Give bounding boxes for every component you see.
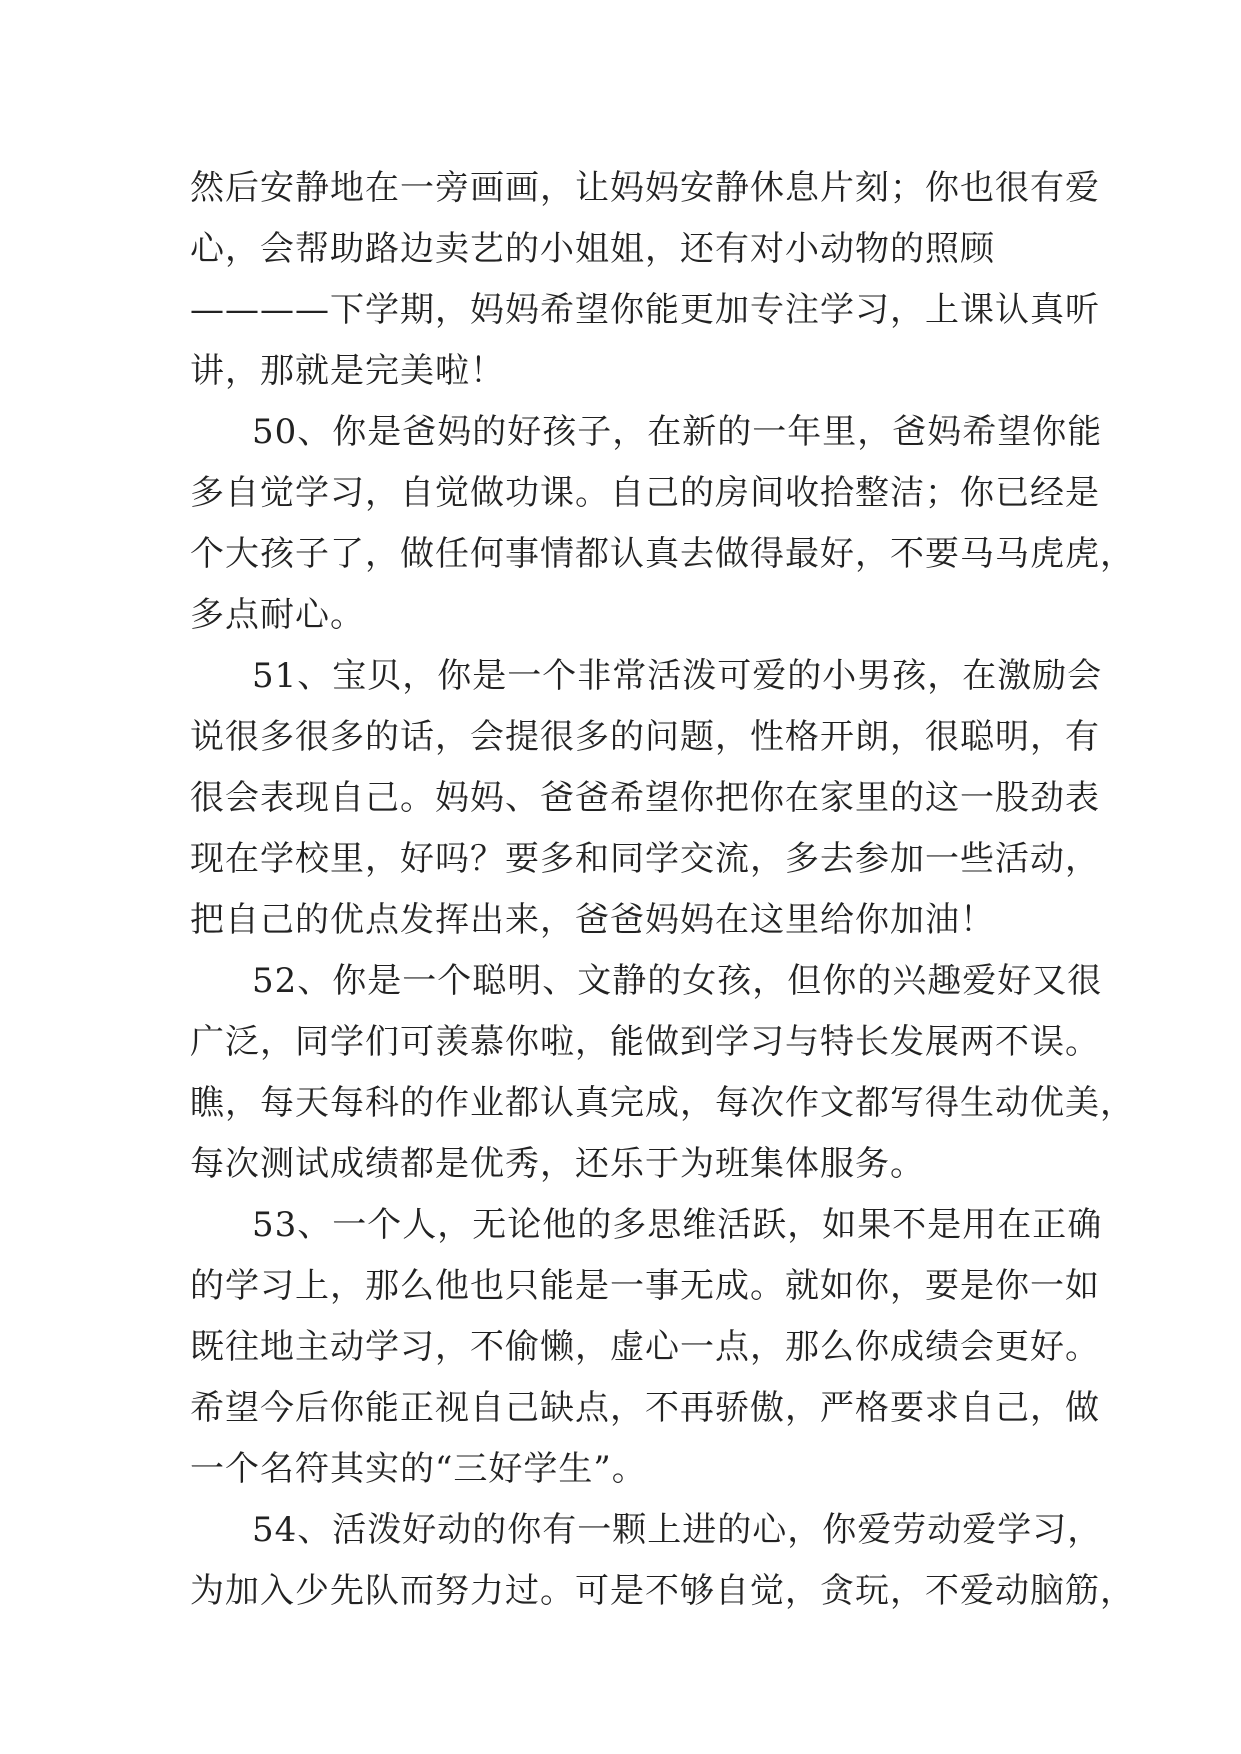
text-line: 既往地主动学习，不偷懒，虚心一点，那么你成绩会更好。 [190, 1327, 1100, 1367]
text-line: 50、你是爸妈的好孩子，在新的一年里，爸妈希望你能 [252, 412, 1103, 452]
text-line: 每次测试成绩都是优秀，还乐于为班集体服务。 [190, 1144, 925, 1184]
text-line: 为加入少先队而努力过。可是不够自觉，贪玩，不爱动脑筋， [190, 1571, 1135, 1611]
text-line: 52、你是一个聪明、文静的女孩，但你的兴趣爱好又很 [252, 961, 1103, 1001]
paragraph [190, 158, 1100, 402]
text-line: 希望今后你能正视自己缺点，不再骄傲，严格要求自己，做 [190, 1388, 1100, 1428]
text-line: 讲，那就是完美啦！ [190, 351, 505, 391]
text-line: 多点耐心。 [190, 595, 365, 635]
text-line: 多自觉学习，自觉做功课。自己的房间收拾整洁；你已经是 [190, 473, 1100, 513]
text-line: 心，会帮助路边卖艺的小姐姐，还有对小动物的照顾 [190, 229, 995, 269]
text-line: 的学习上，那么他也只能是一事无成。就如你，要是你一如 [190, 1266, 1100, 1306]
paragraph [190, 951, 1135, 1195]
text-line: 把自己的优点发挥出来，爸爸妈妈在这里给你加油！ [190, 900, 995, 940]
text-line: 个大孩子了，做任何事情都认真去做得最好，不要马马虎虎， [190, 534, 1135, 574]
paragraph [190, 402, 1135, 646]
text-line: 现在学校里，好吗？要多和同学交流，多去参加一些活动， [190, 839, 1100, 879]
paragraph [190, 1195, 1103, 1500]
document-body [190, 158, 1135, 1622]
text-line: 说很多很多的话，会提很多的问题，性格开朗，很聪明，有 [190, 717, 1100, 757]
text-line: 53、一个人，无论他的多思维活跃，如果不是用在正确 [252, 1205, 1103, 1245]
paragraph [190, 646, 1103, 951]
text-line: 54、活泼好动的你有一颗上进的心，你爱劳动爱学习， [252, 1510, 1103, 1550]
text-line: 瞧，每天每科的作业都认真完成，每次作文都写得生动优美， [190, 1083, 1135, 1123]
paragraph [190, 1500, 1135, 1622]
text-line: 一个名符其实的“三好学生”。 [190, 1449, 647, 1489]
text-line: 很会表现自己。妈妈、爸爸希望你把你在家里的这一股劲表 [190, 778, 1100, 818]
text-line: ————下学期，妈妈希望你能更加专注学习，上课认真听 [190, 290, 1100, 330]
text-line: 广泛，同学们可羡慕你啦，能做到学习与特长发展两不误。 [190, 1022, 1100, 1062]
text-line: 然后安静地在一旁画画，让妈妈安静休息片刻；你也很有爱 [190, 168, 1100, 208]
text-line: 51、宝贝，你是一个非常活泼可爱的小男孩，在激励会 [252, 656, 1103, 696]
